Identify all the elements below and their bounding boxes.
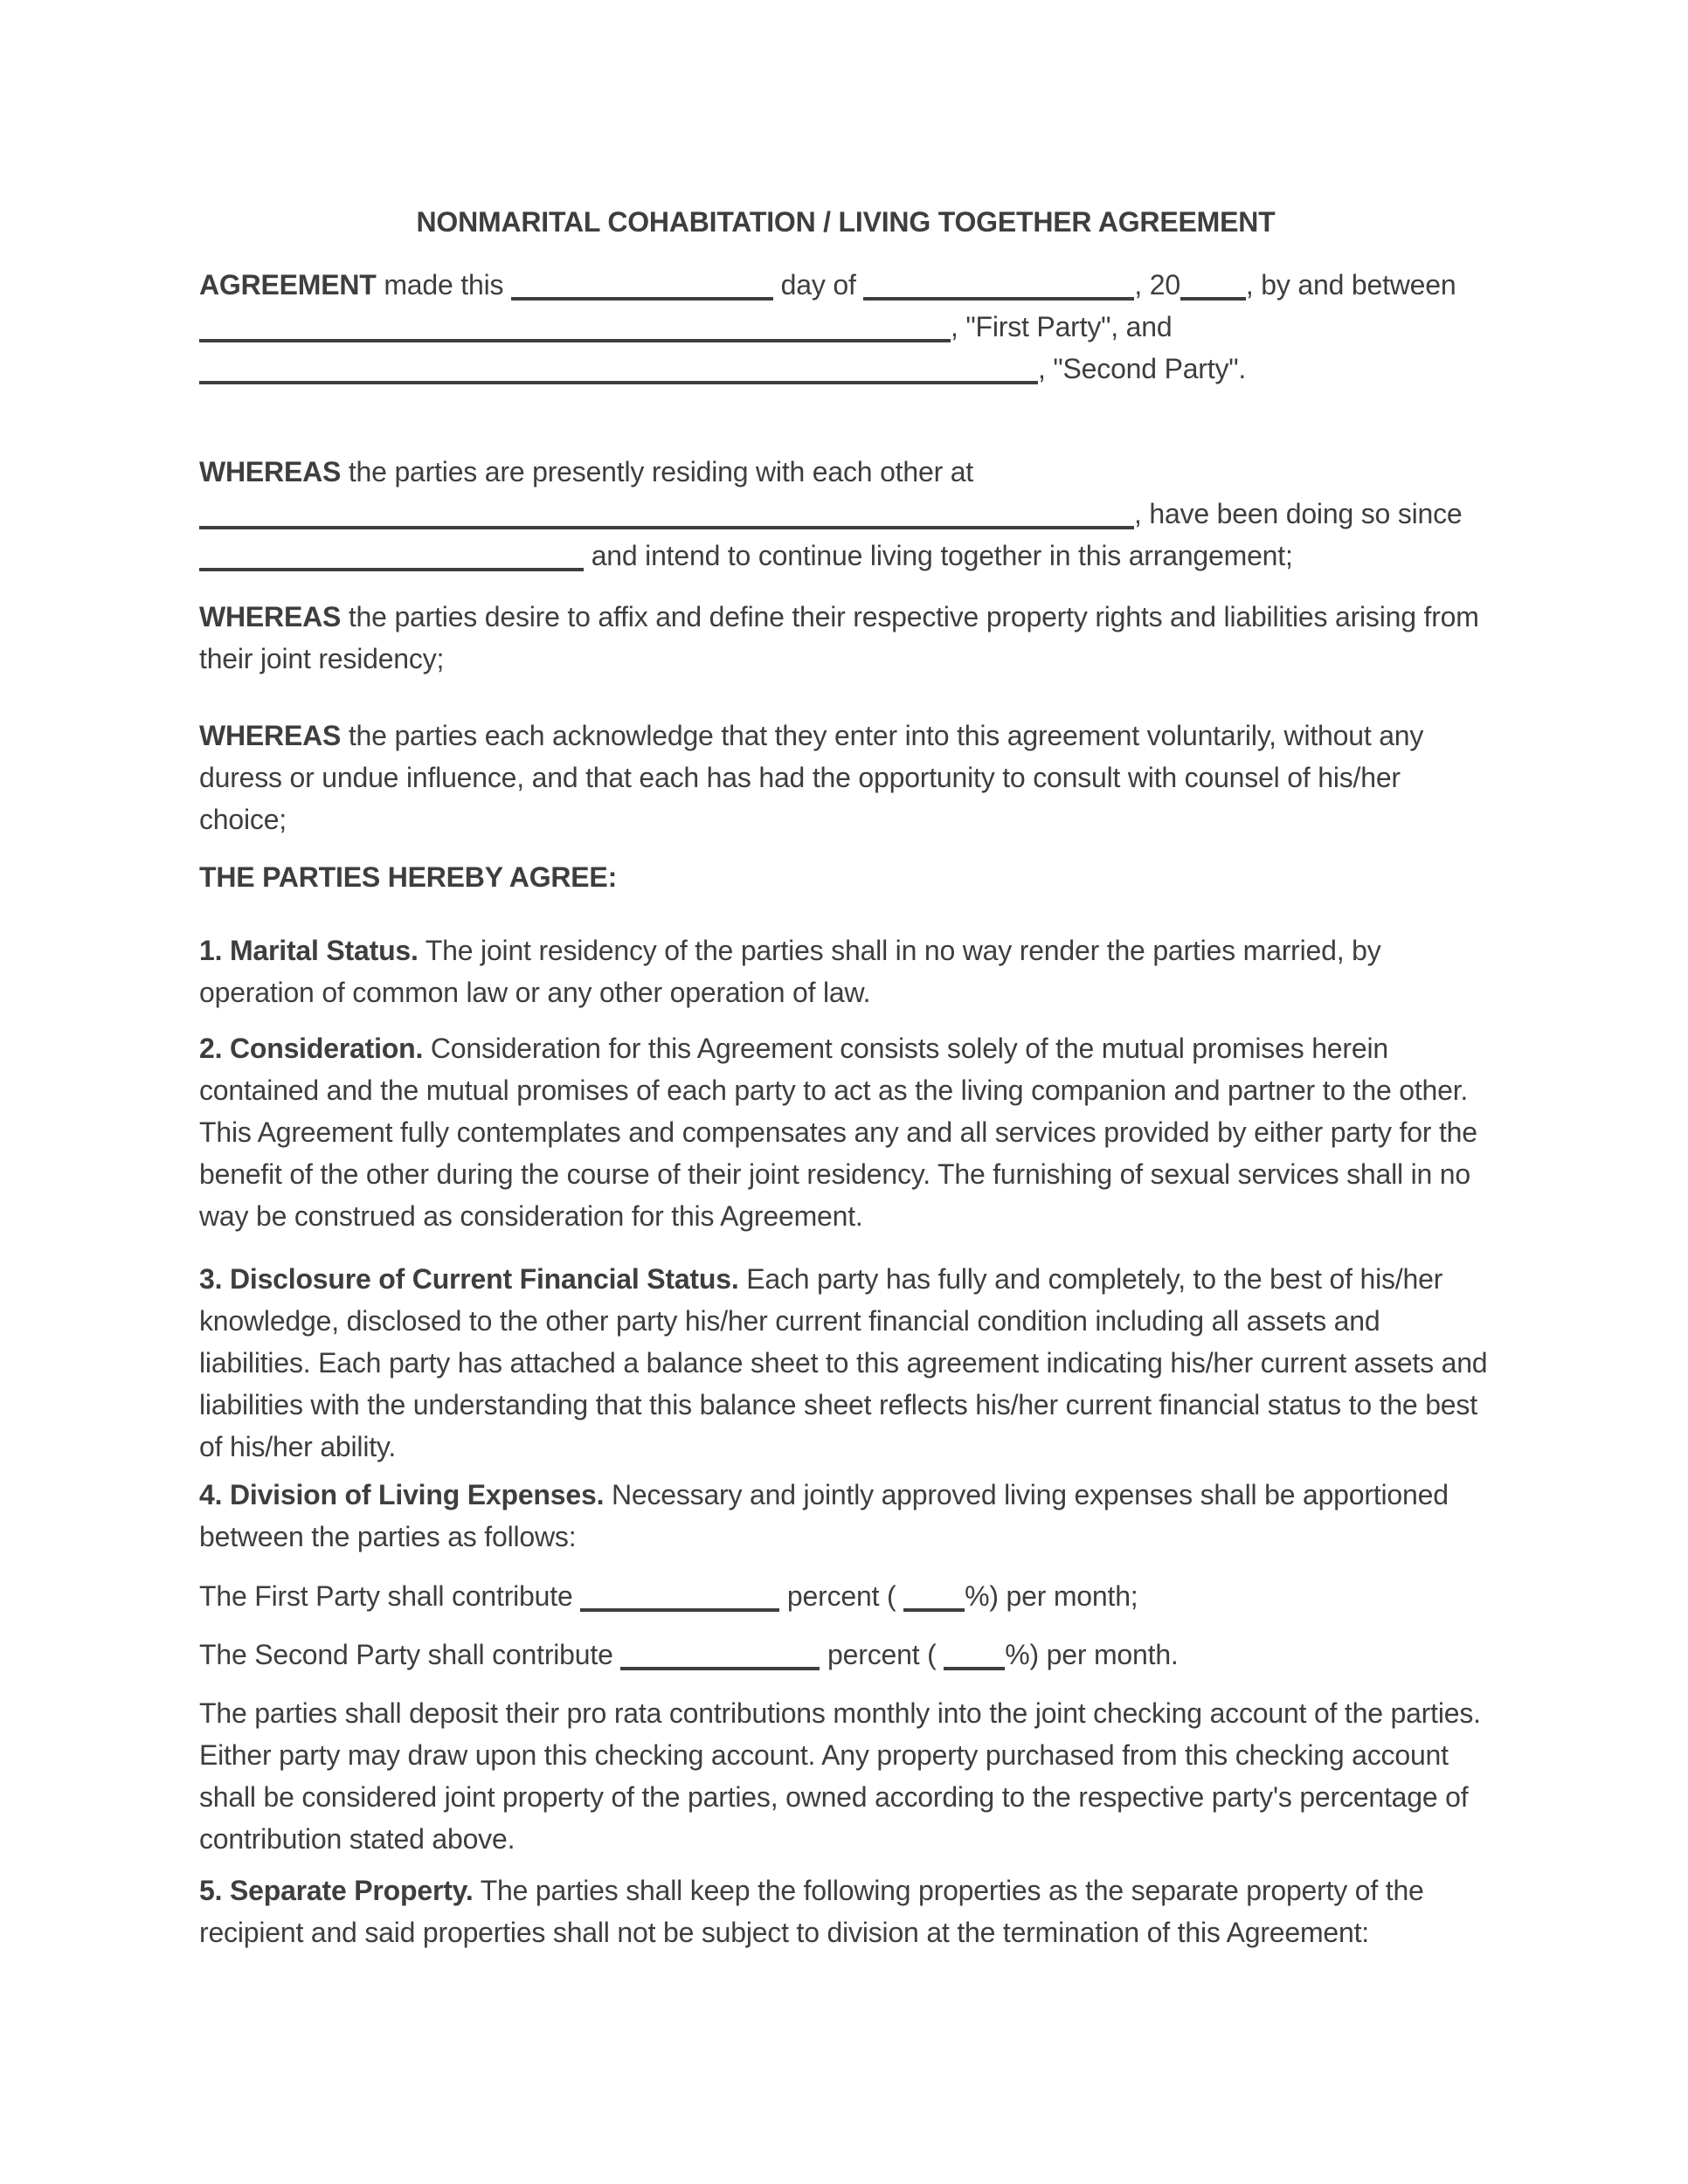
second-party-contribution-line: [199, 1634, 1492, 1676]
blank-day-number: [511, 297, 773, 301]
opening-by-and-between-text: , by and between: [1245, 269, 1456, 301]
whereas-voluntary-paragraph: [199, 715, 1492, 840]
second-party-percent-text: percent (: [820, 1639, 944, 1670]
first-party-percent-text: percent (: [779, 1580, 904, 1612]
second-party-per-month-text: %) per month.: [1005, 1639, 1179, 1670]
opening-lead-word: AGREEMENT: [199, 269, 377, 301]
blank-residence-address: [199, 526, 1134, 529]
blank-first-party-percent-number: [903, 1608, 965, 1612]
section-1-text: The joint residency of the parties shall in no way render the parties married, by operation of common law or any other operation of law.: [199, 935, 1381, 1008]
whereas-property-rights-paragraph: [199, 596, 1492, 680]
blank-second-party-percent-number: [944, 1667, 1005, 1670]
blank-year: [1180, 297, 1246, 301]
section-3-text: Each party has fully and completely, to the best of his/her knowledge, disclosed to the other party his/her current financial condition including all assets and liabilities. Each party has attached a balance sheet to this agreement indicating his/her current assets and liabilities with the understanding that this balance sheet reflects his/her current financial status to the best of his/her ability.: [199, 1263, 1488, 1462]
second-party-contribute-text: The Second Party shall contribute: [199, 1639, 621, 1670]
opening-made-this-text: made this: [376, 269, 511, 301]
section-living-expenses: [199, 1474, 1492, 1558]
whereas1-intend-text: and intend to continue living together in this arrangement;: [584, 540, 1293, 571]
section-5-label: 5. Separate Property.: [199, 1875, 474, 1906]
document-title: NONMARITAL COHABITATION / LIVING TOGETHER AGREEMENT: [416, 206, 1276, 238]
section-4-text: Necessary and jointly approved living expenses shall be apportioned between the parties as follows:: [199, 1479, 1449, 1552]
section-1-label: 1. Marital Status.: [199, 935, 419, 966]
whereas2-label: WHEREAS: [199, 601, 342, 632]
first-party-contribution-line: [199, 1575, 1492, 1617]
whereas-residing-paragraph: [199, 451, 1492, 577]
whereas1-since-text: , have been doing so since: [1134, 498, 1463, 529]
first-party-contribute-text: The First Party shall contribute: [199, 1580, 581, 1612]
whereas2-text: the parties desire to affix and define their respective property rights and liabilities arising from their joint residency;: [199, 601, 1479, 674]
section-consideration: [199, 1027, 1492, 1237]
whereas3-text: the parties each acknowledge that they enter into this agreement voluntarily, without any duress or undue influence, and that each has had the opportunity to consult with counsel of his/her choice;: [199, 720, 1424, 835]
section-2-label: 2. Consideration.: [199, 1033, 424, 1064]
opening-paragraph: [199, 264, 1492, 390]
opening-first-party-text: , "First Party", and: [951, 311, 1173, 342]
section-financial-disclosure: [199, 1258, 1492, 1468]
first-party-per-month-text: %) per month;: [965, 1580, 1138, 1612]
blank-month: [863, 297, 1134, 301]
blank-first-party-percent-words: [580, 1608, 779, 1612]
blank-residing-since-date: [199, 568, 584, 571]
section-marital-status: [199, 930, 1492, 1013]
opening-year-prefix-text: , 20: [1134, 269, 1180, 301]
section-4-label: 4. Division of Living Expenses.: [199, 1479, 605, 1510]
agree-heading: THE PARTIES HEREBY AGREE:: [199, 861, 618, 893]
blank-second-party-percent-words: [620, 1667, 820, 1670]
whereas1-label: WHEREAS: [199, 456, 342, 487]
deposit-paragraph: The parties shall deposit their pro rata contributions monthly into the joint checking account of the parties. Either party may draw upon this checking account. Any property purchased from this checking account shall be considered joint property of the parties, owned according to the respective party's percentage of contribution stated above.: [199, 1697, 1481, 1855]
section-5-text: The parties shall keep the following properties as the separate property of the recipient and said properties shall not be subject to division at the termination of this Agreement:: [199, 1875, 1424, 1948]
whereas3-label: WHEREAS: [199, 720, 342, 751]
blank-first-party-name: [199, 339, 951, 342]
opening-day-of-text: day of: [772, 269, 864, 301]
section-3-label: 3. Disclosure of Current Financial Status.: [199, 1263, 739, 1295]
section-separate-property: [199, 1870, 1492, 1953]
whereas1-residing-text: the parties are presently residing with each other at: [341, 456, 973, 487]
opening-second-party-text: , "Second Party".: [1038, 353, 1247, 384]
blank-second-party-name: [199, 381, 1038, 384]
section-2-text: Consideration for this Agreement consists solely of the mutual promises herein contained and the mutual promises of each party to act as the living companion and partner to the other. This Agreement fully contemplates and compensates any and all services provided by either party for the benefit of the other during the course of their joint residency. The furnishing of sexual services shall in no way be construed as consideration for this Agreement.: [199, 1033, 1477, 1232]
